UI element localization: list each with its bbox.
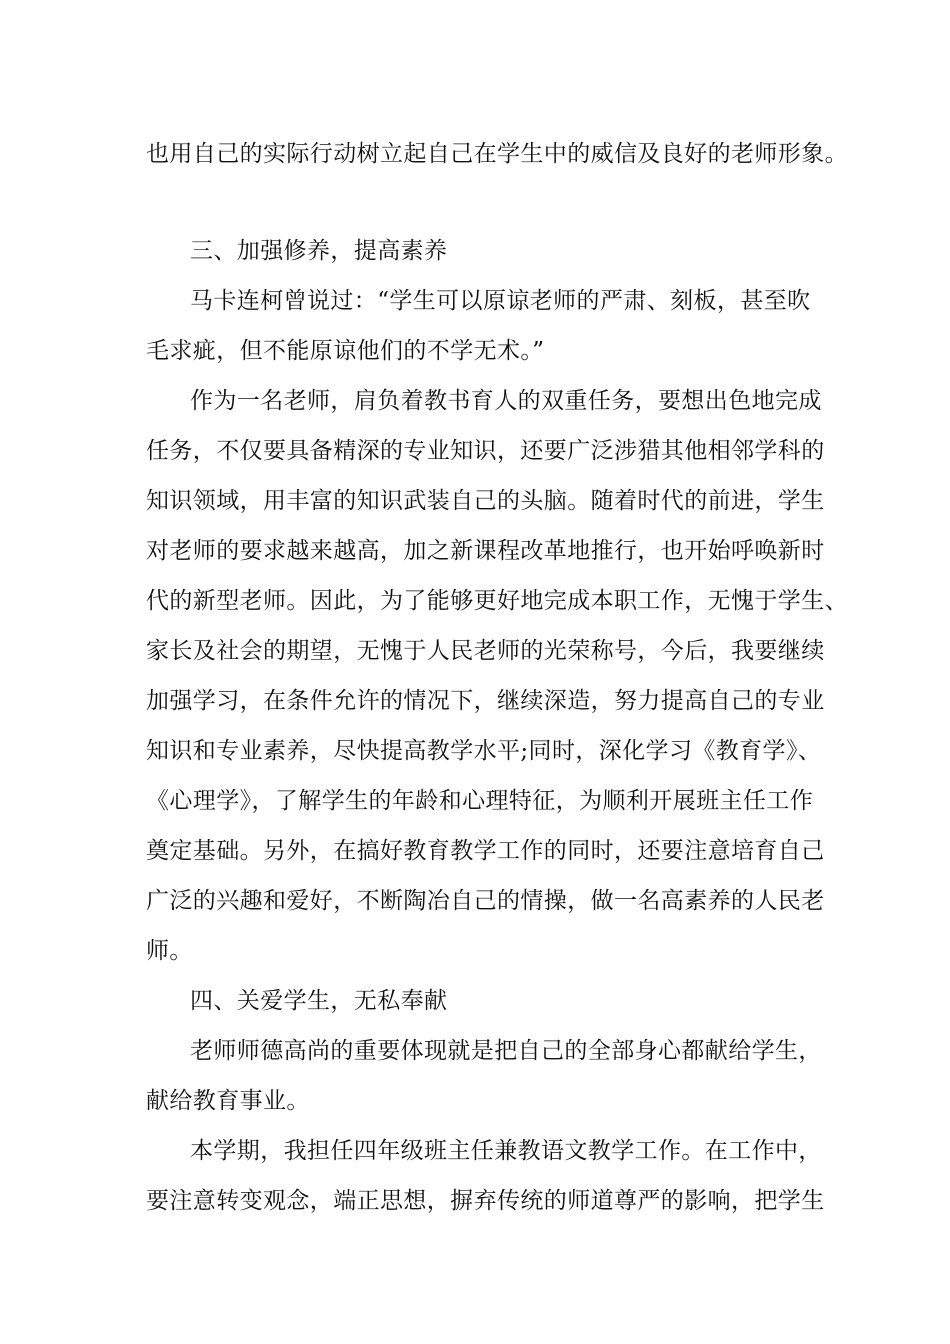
text-line: 家长及社会的期望，无愧于人民老师的光荣称号，今后，我要继续 [146, 638, 825, 664]
text-line: 老师师德高尚的重要体现就是把自己的全部身心都献给学生， [190, 1038, 822, 1064]
text-line: 加强学习，在条件允许的情况下，继续深造，努力提高自己的专业 [146, 688, 825, 714]
text-line: 奠定基础。另外，在搞好教育教学工作的同时，还要注意培育自己 [146, 838, 825, 864]
text-line: 《心理学》，了解学生的年龄和心理特征，为顺利开展班主任工作 [146, 788, 814, 814]
text-line: 广泛的兴趣和爱好，不断陶冶自己的情操，做一名高素养的人民老 [146, 888, 825, 914]
text-line: 对老师的要求越来越高，加之新课程改革地推行，也开始呼唤新时 [146, 538, 825, 564]
text-line: 知识领域，用丰富的知识武装自己的头脑。随着时代的前进，学生 [146, 488, 825, 514]
section-heading: 三、加强修养，提高素养 [190, 238, 448, 264]
section-heading: 四、关爱学生，无私奉献 [190, 988, 448, 1014]
text-line: 代的新型老师。因此，为了能够更好地完成本职工作，无愧于学生、 [146, 588, 848, 614]
text-line: 师。 [146, 938, 193, 964]
text-line: 作为一名老师，肩负着教书育人的双重任务，要想出色地完成 [190, 388, 822, 414]
text-line: 毛求疵，但不能原谅他们的不学无术。” [146, 338, 545, 364]
text-line: 献给教育事业。 [146, 1088, 310, 1114]
text-line: 知识和专业素养，尽快提高教学水平;同时，深化学习《教育学》、 [146, 738, 822, 764]
text-line: 要注意转变观念，端正思想，摒弃传统的师道尊严的影响，把学生 [146, 1188, 825, 1214]
text-line: 也用自己的实际行动树立起自己在学生中的威信及良好的老师形象。 [146, 141, 848, 167]
text-line: 任务，不仅要具备精深的专业知识，还要广泛涉猎其他相邻学科的 [146, 438, 825, 464]
text-line: 本学期，我担任四年级班主任兼教语文教学工作。在工作中， [190, 1138, 822, 1164]
text-line: 马卡连柯曾说过：“学生可以原谅老师的严肃、刻板，甚至吹 [190, 288, 811, 314]
